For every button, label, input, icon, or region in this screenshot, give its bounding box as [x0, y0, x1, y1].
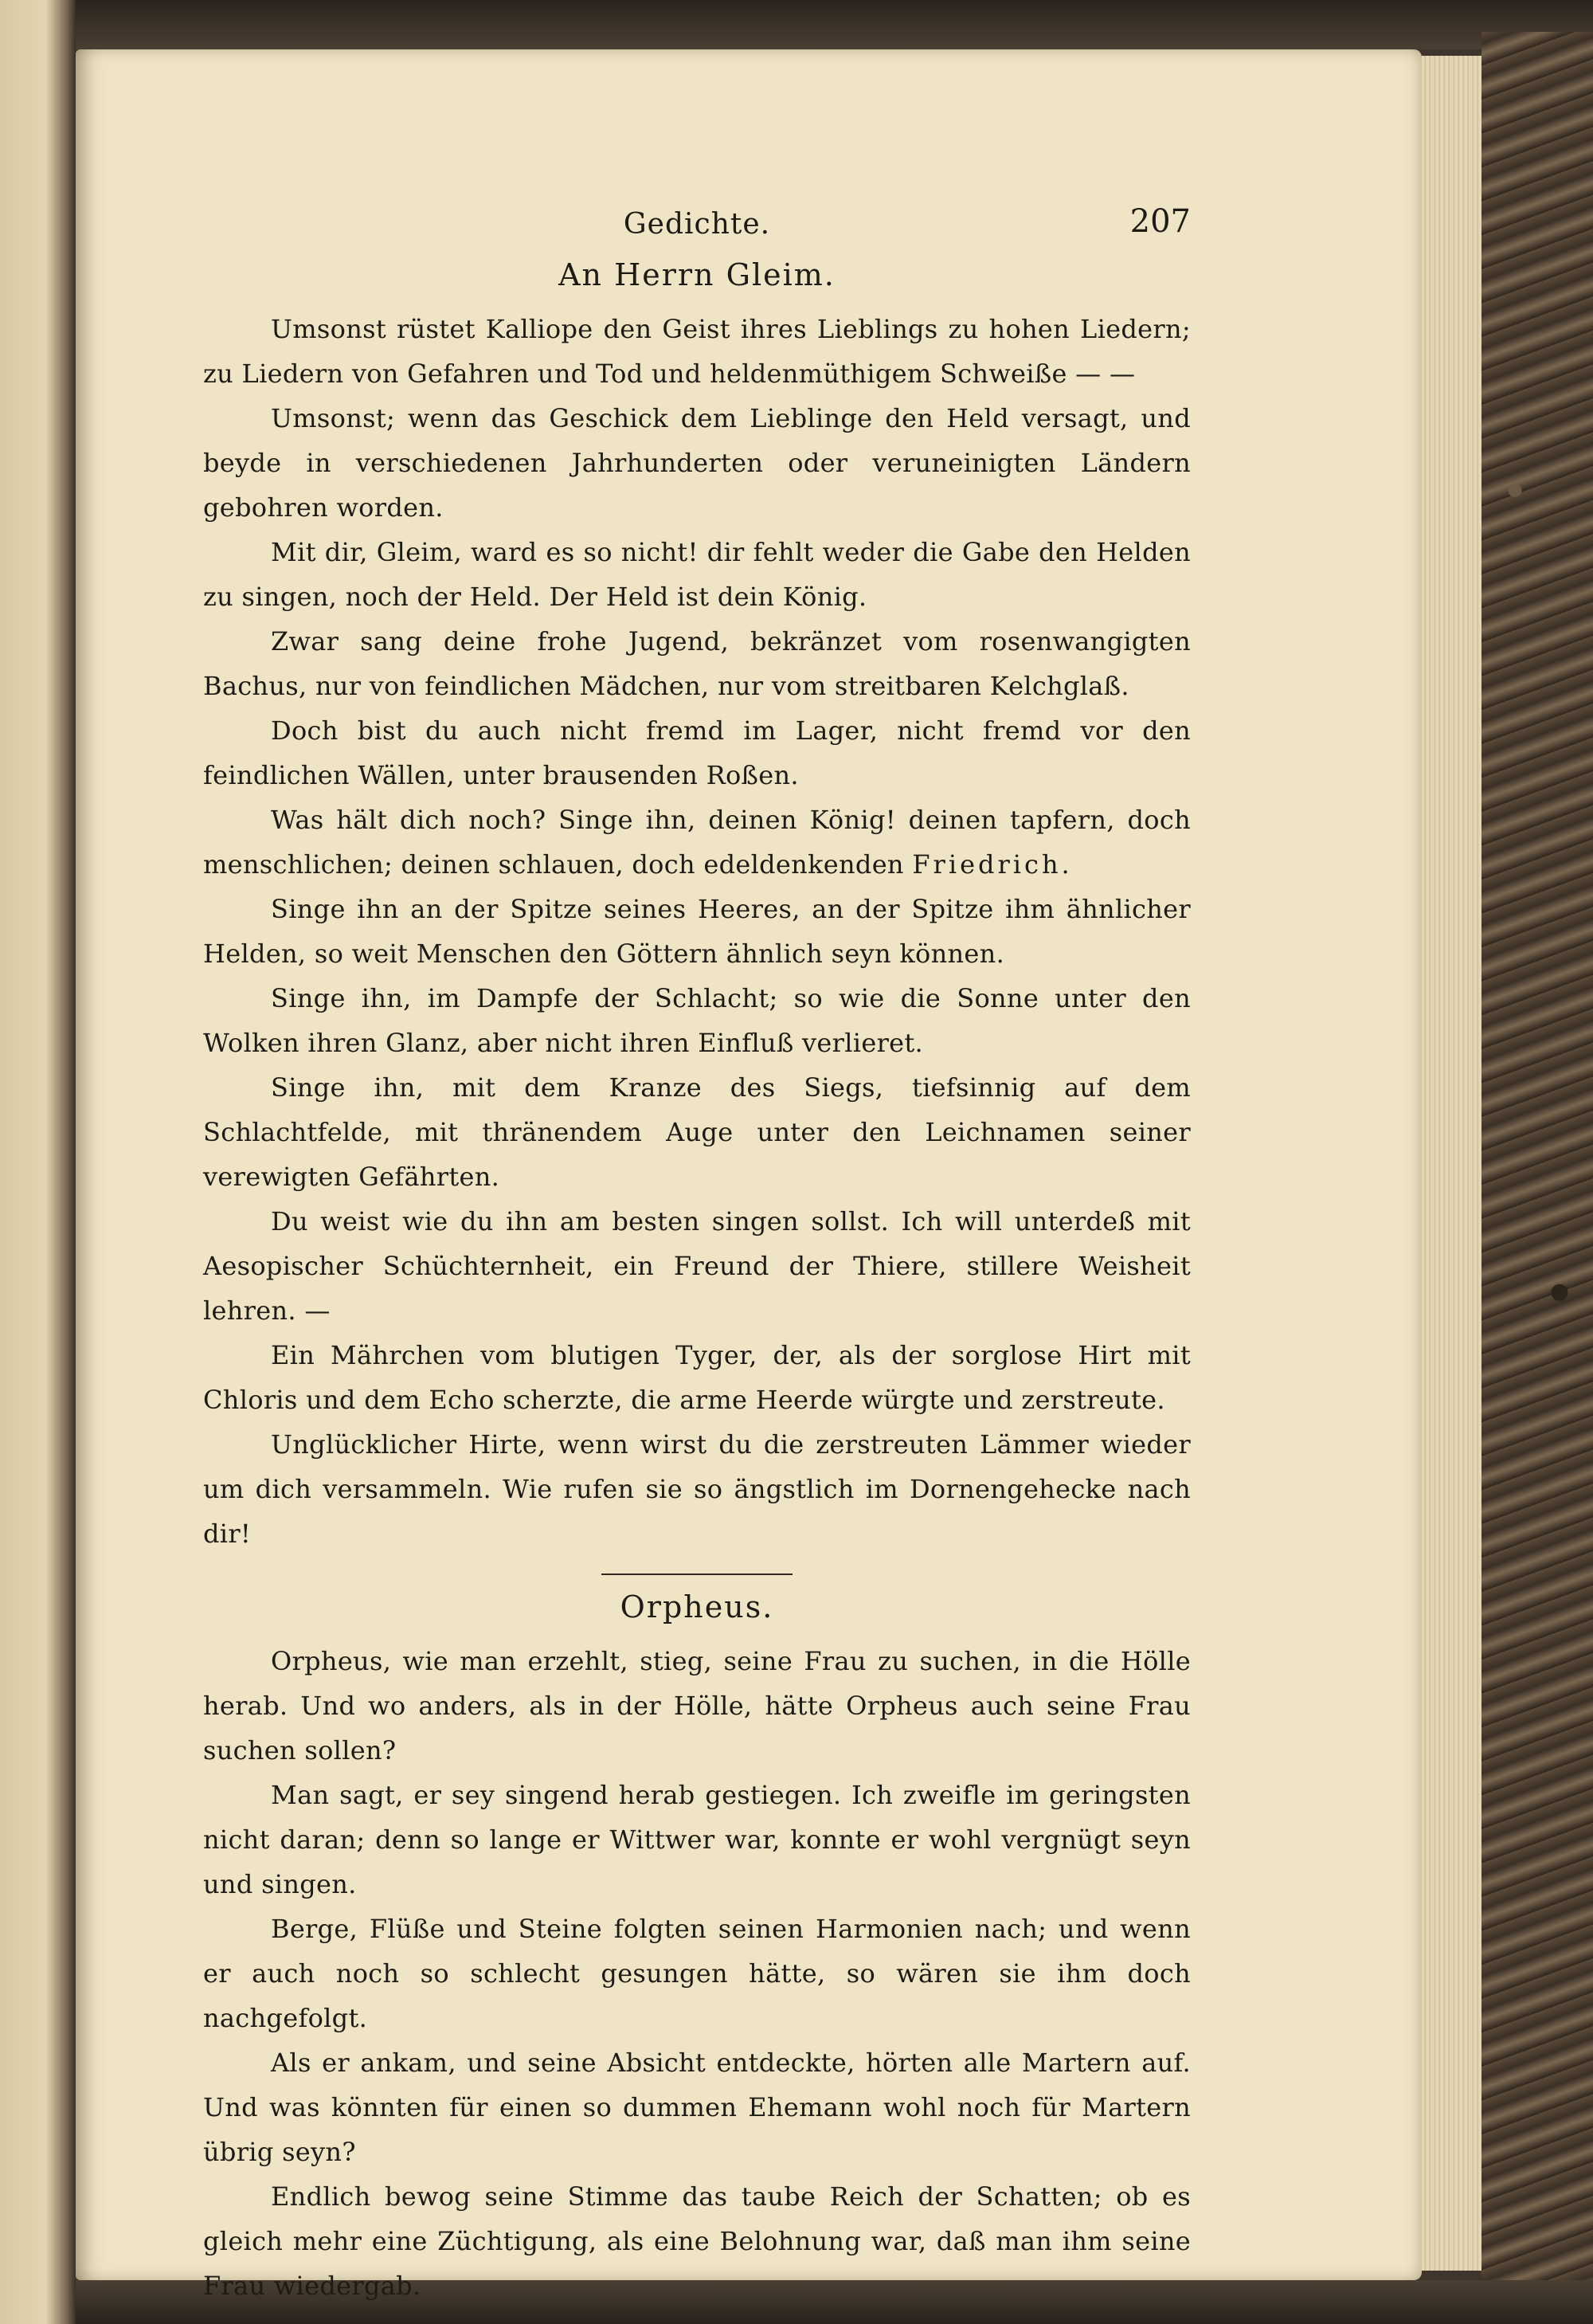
- paragraph: Orpheus, wie man erzehlt, stieg, seine Frau zu suchen, in die Hölle herab. Und wo anders, als in der Hölle, hätte Orpheus auch seine Frau suchen sollen?: [203, 1646, 1191, 1766]
- paragraph-text: Was hält dich noch? Singe ihn, deinen König! deinen tapfern, doch menschlichen; deinen schlauen, doch edeldenkenden: [203, 805, 1191, 880]
- paragraph: Man sagt, er sey singend herab gestiegen. Ich zweifle im geringsten nicht daran; denn so lange er Wittwer war, konnte er wohl vergnügt seyn und singen.: [203, 1780, 1191, 1899]
- paragraph: Singe ihn an der Spitze seines Heeres, an der Spitze ihm ähnlicher Helden, so weit Menschen den Göttern ähnlich seyn können.: [203, 894, 1191, 969]
- page-block-edge: [1422, 56, 1483, 2271]
- running-title: Gedichte.: [623, 208, 771, 241]
- paragraph: Zwar sang deine frohe Jugend, bekränzet vom rosenwangigten Bachus, nur von feindlichen Mädchen, nur vom streitbaren Kelchglaß.: [203, 626, 1191, 701]
- emphasized-name: Friedrich.: [912, 849, 1073, 880]
- paragraph: Als er ankam, und seine Absicht entdeckte, hörten alle Martern auf. Und was könnten für einen so dummen Ehemann wohl noch für Martern übrig seyn?: [203, 2048, 1191, 2167]
- page-text: [203, 203, 1191, 2308]
- scan-top-border: [76, 0, 1593, 49]
- running-head: [203, 203, 1191, 251]
- paragraph: Singe ihn, mit dem Kranze des Siegs, tiefsinnig auf dem Schlachtfelde, mit thränendem Auge unter den Leichnamen seiner verewigten Gefährten.: [203, 1072, 1191, 1192]
- page-number: 207: [1129, 203, 1191, 240]
- paragraph: Berge, Flüße und Steine folgten seinen Harmonien nach; und wenn er auch noch so schlecht gesungen hätte, so wären sie ihm doch nachgefolgt.: [203, 1914, 1191, 2033]
- paragraph: Mit dir, Gleim, ward es so nicht! dir fehlt weder die Gabe den Helden zu singen, noch der Held. Der Held ist dein König.: [203, 537, 1191, 612]
- paragraph: [203, 798, 1191, 887]
- paragraph: Umsonst rüstet Kalliope den Geist ihres Lieblings zu hohen Liedern; zu Liedern von Gefahren und Tod und heldenmüthigem Schweiße — —: [203, 314, 1191, 389]
- poem-title: An Herrn Gleim.: [558, 257, 836, 292]
- paragraph: Singe ihn, im Dampfe der Schlacht; so wie die Sonne unter den Wolken ihren Glanz, aber nicht ihren Einfluß verlieret.: [203, 983, 1191, 1058]
- paragraph: Unglücklicher Hirte, wenn wirst du die zerstreuten Lämmer wieder um dich versammeln. Wie rufen sie so ängstlich im Dornengehecke nach dir!: [203, 1429, 1191, 1549]
- paragraph: Umsonst; wenn das Geschick dem Lieblinge den Held versagt, und beyde in verschiedenen Jahrhunderten oder veruneinigten Ländern gebohren worden.: [203, 403, 1191, 523]
- section-divider: [601, 1574, 793, 1575]
- paragraph: Endlich bewog seine Stimme das taube Reich der Schatten; ob es gleich mehr eine Züchtigung, als eine Belohnung war, daß man ihm seine Frau wiedergab.: [203, 2181, 1191, 2301]
- marbled-cover-edge: [1481, 32, 1593, 2324]
- paragraph: Ein Mährchen vom blutigen Tyger, der, als der sorglose Hirt mit Chloris und dem Echo scherzte, die arme Heerde würgte und zerstreute.: [203, 1340, 1191, 1415]
- facing-page-edge: [0, 0, 76, 2324]
- paragraph: Du weist wie du ihn am besten singen sollst. Ich will unterdeß mit Aesopischer Schüchternheit, ein Freund der Thiere, stillere Weisheit lehren. —: [203, 1206, 1191, 1326]
- paragraph: Doch bist du auch nicht fremd im Lager, nicht fremd vor den feindlichen Wällen, unter brausenden Roßen.: [203, 715, 1191, 790]
- poem-title: Orpheus.: [620, 1589, 774, 1624]
